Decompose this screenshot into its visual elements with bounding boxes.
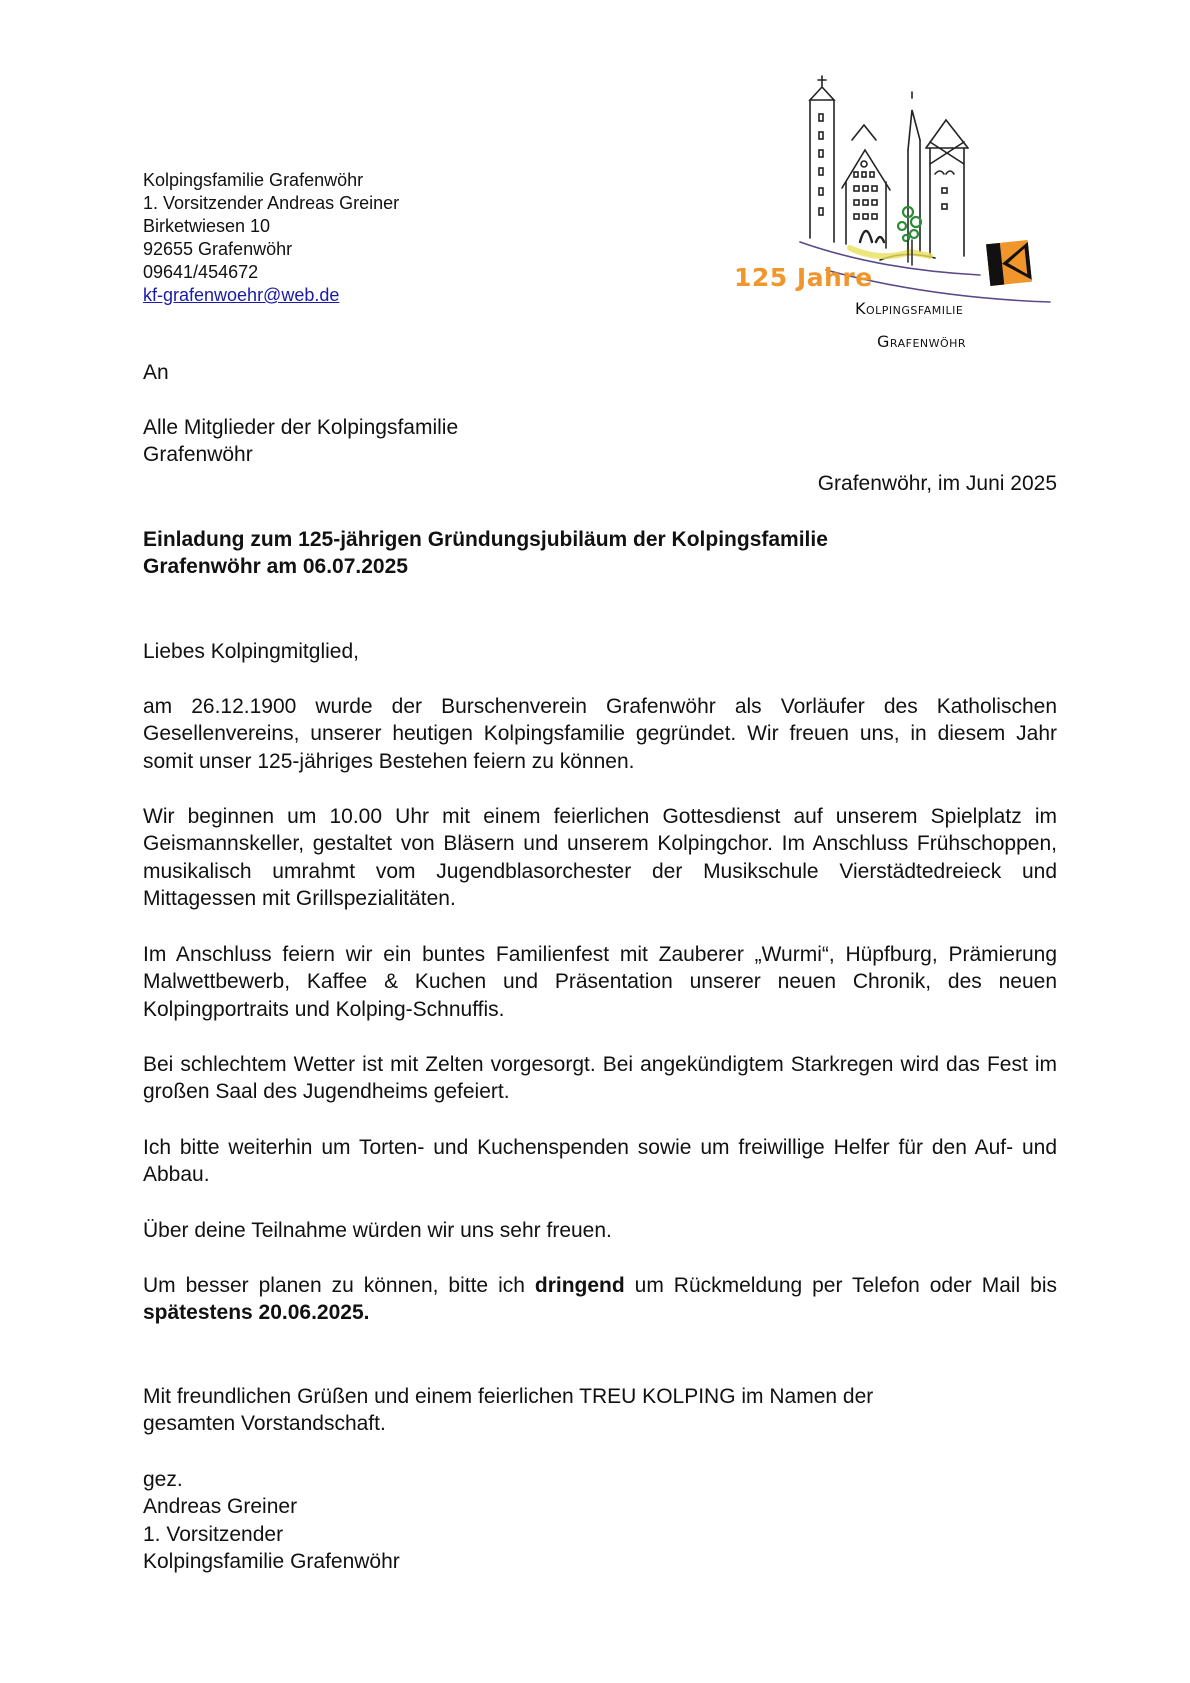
rsvp-part-1: Um besser planen zu können, bitte ich bbox=[143, 1274, 535, 1297]
paragraph-rsvp bbox=[143, 1272, 1057, 1327]
closing-line-2: gesamten Vorstandschaft. bbox=[143, 1412, 386, 1436]
sender-phone: 09641/454672 bbox=[143, 262, 259, 282]
subject-line-1: Einladung zum 125-jährigen Gründungsjubiläum der Kolpingsfamilie bbox=[143, 528, 828, 551]
signature-organization: Kolpingsfamilie Grafenwöhr bbox=[143, 1550, 400, 1574]
paragraph-text: am 26.12.1900 wurde der Burschenverein Grafenwöhr als Vorläufer des Katholischen Gesellenvereins, unserer heutigen Kolpingsfamilie gegründet. Wir freuen uns, in diesem Jahr somit unser 125-jähriges Bestehen feiern zu können. bbox=[143, 695, 1057, 773]
sender-chair: 1. Vorsitzender Andreas Greiner bbox=[143, 193, 400, 213]
signature-title: 1. Vorsitzender bbox=[143, 1522, 284, 1546]
recipient-block bbox=[143, 414, 458, 468]
signature-block bbox=[143, 1466, 1057, 1576]
paragraph-text: Ich bitte weiterhin um Torten- und Kuchenspenden sowie um freiwillige Helfer für den Auf- und Abbau. bbox=[143, 1136, 1057, 1187]
signature-name: Andreas Greiner bbox=[143, 1495, 298, 1519]
paragraph-text: Über deine Teilnahme würden wir uns sehr freuen. bbox=[143, 1219, 612, 1242]
sender-city: 92655 Grafenwöhr bbox=[143, 239, 293, 259]
closing-line-1: Mit freundlichen Grüßen und einem feierlichen TREU KOLPING im Namen der bbox=[143, 1385, 874, 1408]
logo-anniversary-text: 125 Jahre bbox=[734, 263, 873, 292]
to-label: An bbox=[143, 361, 169, 384]
paragraph-history bbox=[143, 693, 1057, 775]
sender-organization: Kolpingsfamilie Grafenwöhr bbox=[143, 170, 364, 190]
kolping-anniversary-logo bbox=[730, 70, 1060, 365]
paragraph-family-fest bbox=[143, 941, 1057, 1023]
kolping-k-logo-icon bbox=[986, 240, 1032, 286]
rsvp-part-2: um Rückmeldung per Telefon oder Mail bis bbox=[624, 1274, 1058, 1297]
paragraph-donations bbox=[143, 1134, 1057, 1189]
paragraph-text: Bei schlechtem Wetter ist mit Zelten vorgesorgt. Bei angekündigtem Starkregen wird das Fest im großen Saal des Jugendheims gefeiert. bbox=[143, 1053, 1057, 1104]
rsvp-text bbox=[143, 1272, 1057, 1327]
sender-street: Birketwiesen 10 bbox=[143, 216, 271, 236]
recipient-line-2: Grafenwöhr bbox=[143, 443, 253, 466]
subject-line-2: Grafenwöhr am 06.07.2025 bbox=[143, 555, 408, 578]
closing-block bbox=[143, 1383, 1057, 1438]
recipient-line-1: Alle Mitglieder der Kolpingsfamilie bbox=[143, 416, 459, 439]
paragraph-participation bbox=[143, 1217, 1057, 1244]
sender-address-block bbox=[143, 169, 399, 307]
paragraph-text: Im Anschluss feiern wir ein buntes Familienfest mit Zauberer „Wurmi“, Hüpfburg, Prämierung Malwettbewerb, Kaffee & Kuchen und Präsentation unserer neuen Chronik, des neuen Kolpingportraits und Kolping-Schnuffis. bbox=[143, 943, 1057, 1021]
signature-prefix: gez. bbox=[143, 1468, 183, 1491]
letter-date: Grafenwöhr, im Juni 2025 bbox=[817, 472, 1057, 495]
rsvp-emphasis-urgent: dringend bbox=[534, 1274, 625, 1297]
paragraph-program-morning bbox=[143, 803, 1057, 913]
salutation bbox=[143, 638, 1057, 665]
salutation-text: Liebes Kolpingmitglied, bbox=[143, 640, 359, 663]
rsvp-deadline: spätestens 20.06.2025. bbox=[143, 1301, 370, 1325]
paragraph-weather bbox=[143, 1051, 1057, 1106]
sender-email-link[interactable]: kf-grafenwoehr@web.de bbox=[143, 285, 340, 305]
paragraph-text: Wir beginnen um 10.00 Uhr mit einem feierlichen Gottesdienst auf unserem Spielplatz im Geismannskeller, gestaltet von Bläsern und unserem Kolpingchor. Im Anschluss Frühschoppen, musikalisch umrahmt vom Jugendblasorchester der Musikschule Vierstädtedreieck und Mittagessen mit Grillspezialitäten. bbox=[143, 805, 1057, 911]
logo-grafenwoehr-text: Grafenwöhr bbox=[877, 332, 967, 351]
letter-subject bbox=[143, 526, 1057, 580]
logo-kolpingsfamilie-text: Kolpingsfamilie bbox=[855, 299, 964, 318]
